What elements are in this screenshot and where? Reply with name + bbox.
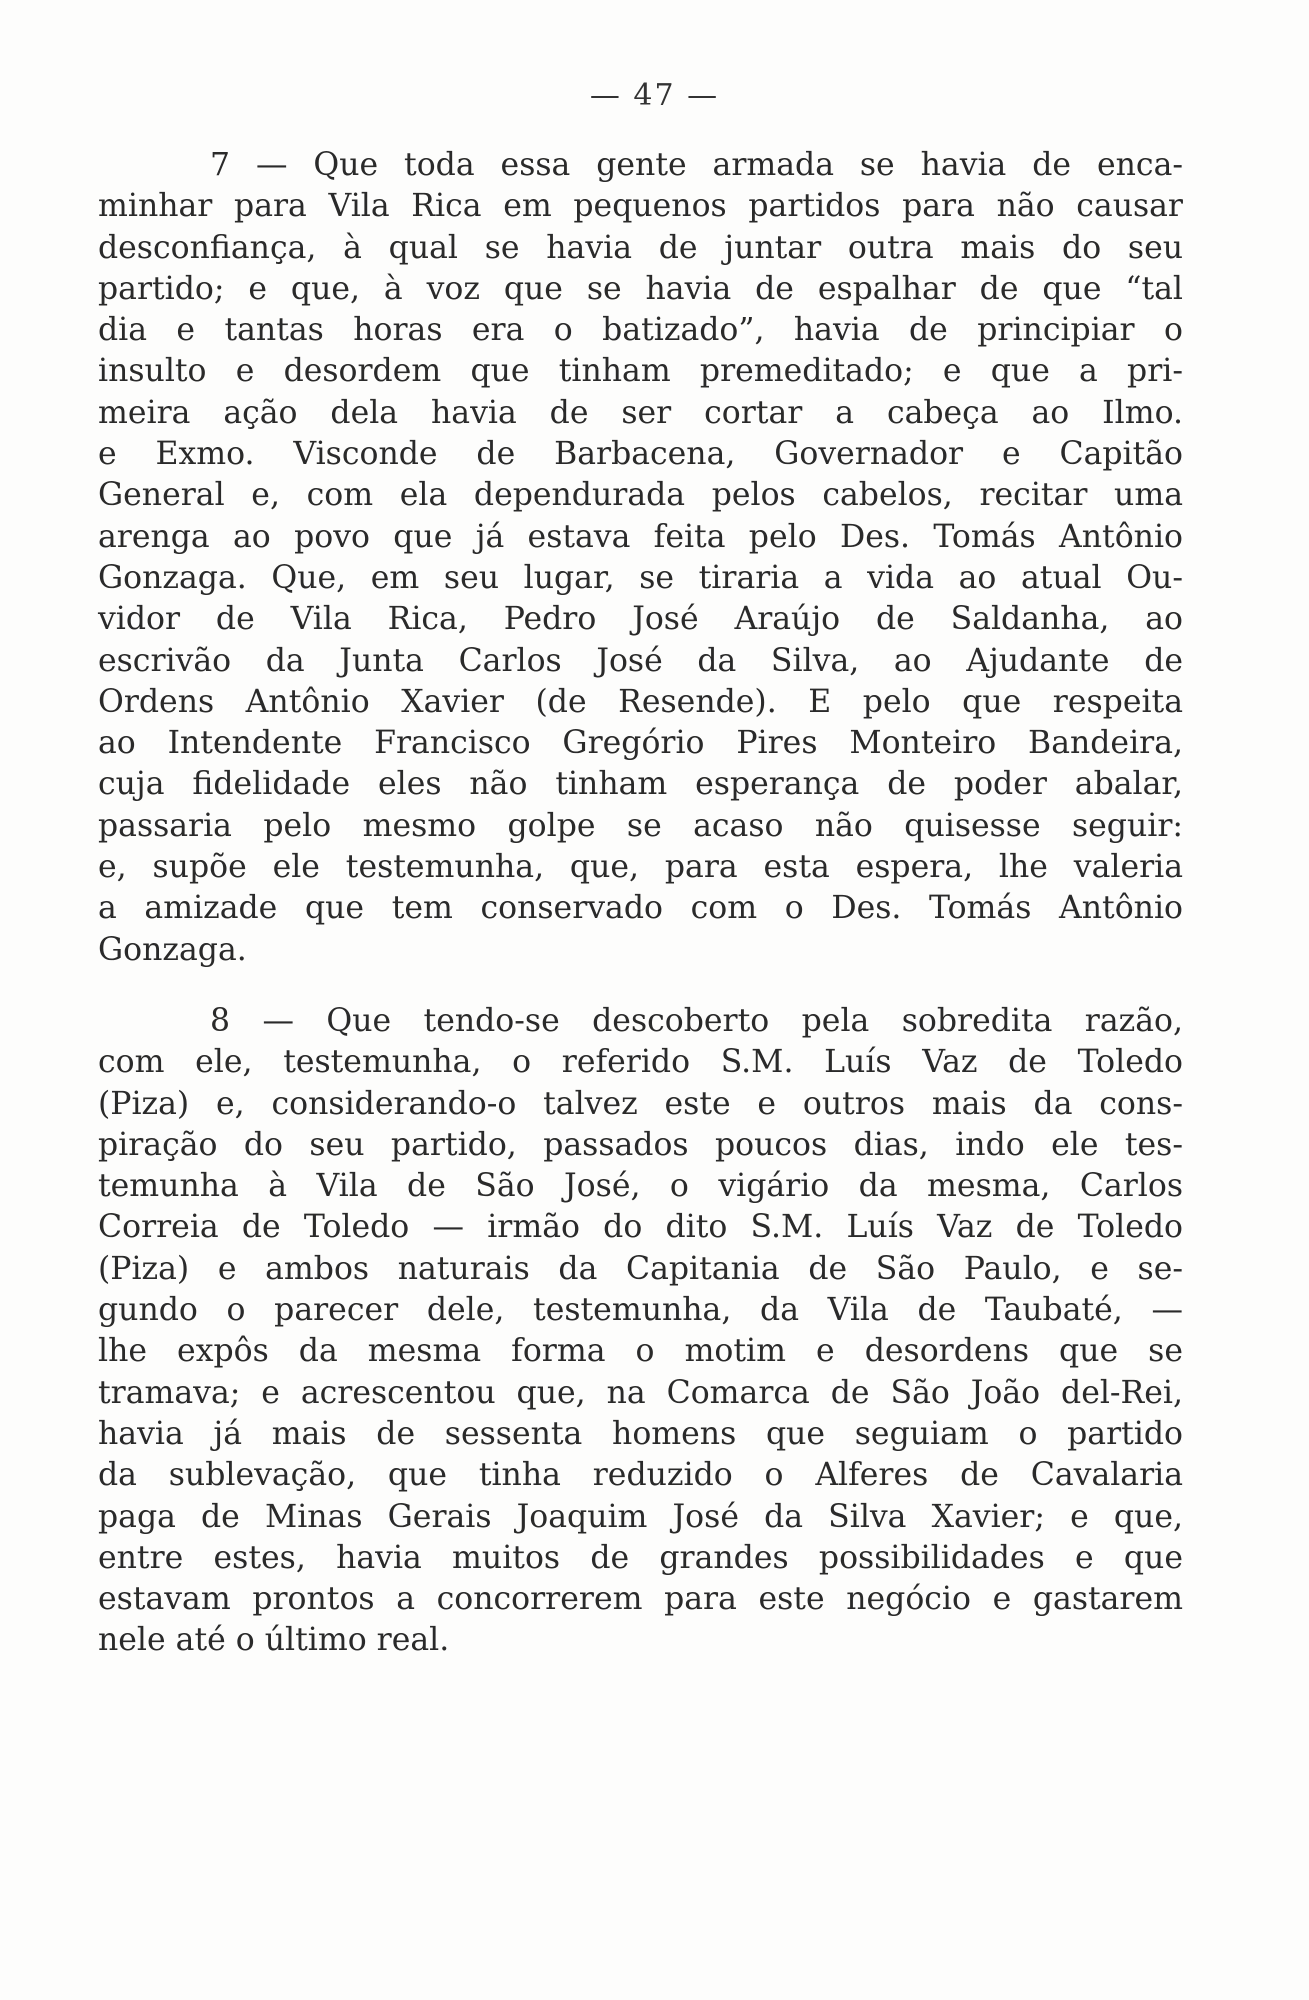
text-line: insulto e desordem que tinham premeditado; e que a pri- — [98, 353, 1183, 390]
text-line: dia e tantas horas era o batizado”, havia de principiar o — [98, 312, 1183, 349]
text-line: cuja fidelidade eles não tinham esperança de poder abalar, — [98, 766, 1183, 803]
text-line: (Piza) e ambos naturais da Capitania de São Paulo, e se- — [98, 1250, 1183, 1287]
text-line: arenga ao povo que já estava feita pelo Des. Tomás Antônio — [98, 518, 1183, 555]
text-line: paga de Minas Gerais Joaquim José da Silva Xavier; e que, — [98, 1498, 1183, 1535]
text-line: 8 — Que tendo-se descoberto pela sobredita razão, — [210, 1002, 1183, 1039]
text-line: nele até o último real. — [98, 1622, 450, 1659]
text-line: meira ação dela havia de ser cortar a cabeça ao Ilmo. — [98, 394, 1183, 431]
text-line: lhe expôs da mesma forma o motim e desordens que se — [98, 1333, 1183, 1370]
text-line: a amizade que tem conservado com o Des. Tomás Antônio — [98, 890, 1183, 927]
text-line: havia já mais de sessenta homens que seguiam o partido — [98, 1415, 1183, 1452]
text-line: ao Intendente Francisco Gregório Pires Monteiro Bandeira, — [98, 725, 1183, 762]
text-line: da sublevação, que tinha reduzido o Alferes de Cavalaria — [98, 1457, 1183, 1494]
text-line: piração do seu partido, passados poucos dias, indo ele tes- — [98, 1126, 1183, 1163]
text-line: tramava; e acrescentou que, na Comarca de São João del-Rei, — [98, 1374, 1183, 1411]
text-line: (Piza) e, considerando-o talvez este e outros mais da cons- — [98, 1085, 1183, 1122]
text-line: entre estes, havia muitos de grandes possibilidades e que — [98, 1539, 1183, 1576]
text-line: Gonzaga. — [98, 931, 247, 968]
text-line: estavam prontos a concorrerem para este negócio e gastarem — [98, 1581, 1183, 1618]
text-line: gundo o parecer dele, testemunha, da Vila de Taubaté, — — [98, 1292, 1183, 1329]
text-line: temunha à Vila de São José, o vigário da mesma, Carlos — [98, 1168, 1183, 1205]
text-line: desconfiança, à qual se havia de juntar outra mais do seu — [98, 229, 1183, 266]
text-line: Ordens Antônio Xavier (de Resende). E pelo que respeita — [98, 683, 1183, 720]
body-text — [98, 145, 1183, 1662]
text-line: com ele, testemunha, o referido S.M. Luís Vaz de Toledo — [98, 1044, 1183, 1081]
text-line: 7 — Que toda essa gente armada se havia de enca- — [210, 147, 1183, 183]
text-line: passaria pelo mesmo golpe se acaso não quisesse seguir: — [98, 807, 1183, 844]
text-line: minhar para Vila Rica em pequenos partidos para não causar — [98, 188, 1183, 225]
text-line: General e, com ela dependurada pelos cabelos, recitar uma — [98, 477, 1183, 514]
page-number: — 47 — — [589, 78, 720, 113]
text-line: Gonzaga. Que, em seu lugar, se tiraria a vida ao atual Ou- — [98, 559, 1183, 596]
paragraph-8 — [98, 1001, 1183, 1662]
text-line: vidor de Vila Rica, Pedro José Araújo de Saldanha, ao — [98, 601, 1183, 638]
text-line: e, supõe ele testemunha, que, para esta espera, lhe valeria — [98, 849, 1183, 886]
text-line: escrivão da Junta Carlos José da Silva, ao Ajudante de — [98, 642, 1183, 679]
paragraph-7 — [98, 145, 1183, 971]
text-line: e Exmo. Visconde de Barbacena, Governador e Capitão — [98, 436, 1183, 473]
text-line: partido; e que, à voz que se havia de espalhar de que “tal — [98, 270, 1183, 307]
text-line: Correia de Toledo — irmão do dito S.M. Luís Vaz de Toledo — [98, 1209, 1183, 1246]
